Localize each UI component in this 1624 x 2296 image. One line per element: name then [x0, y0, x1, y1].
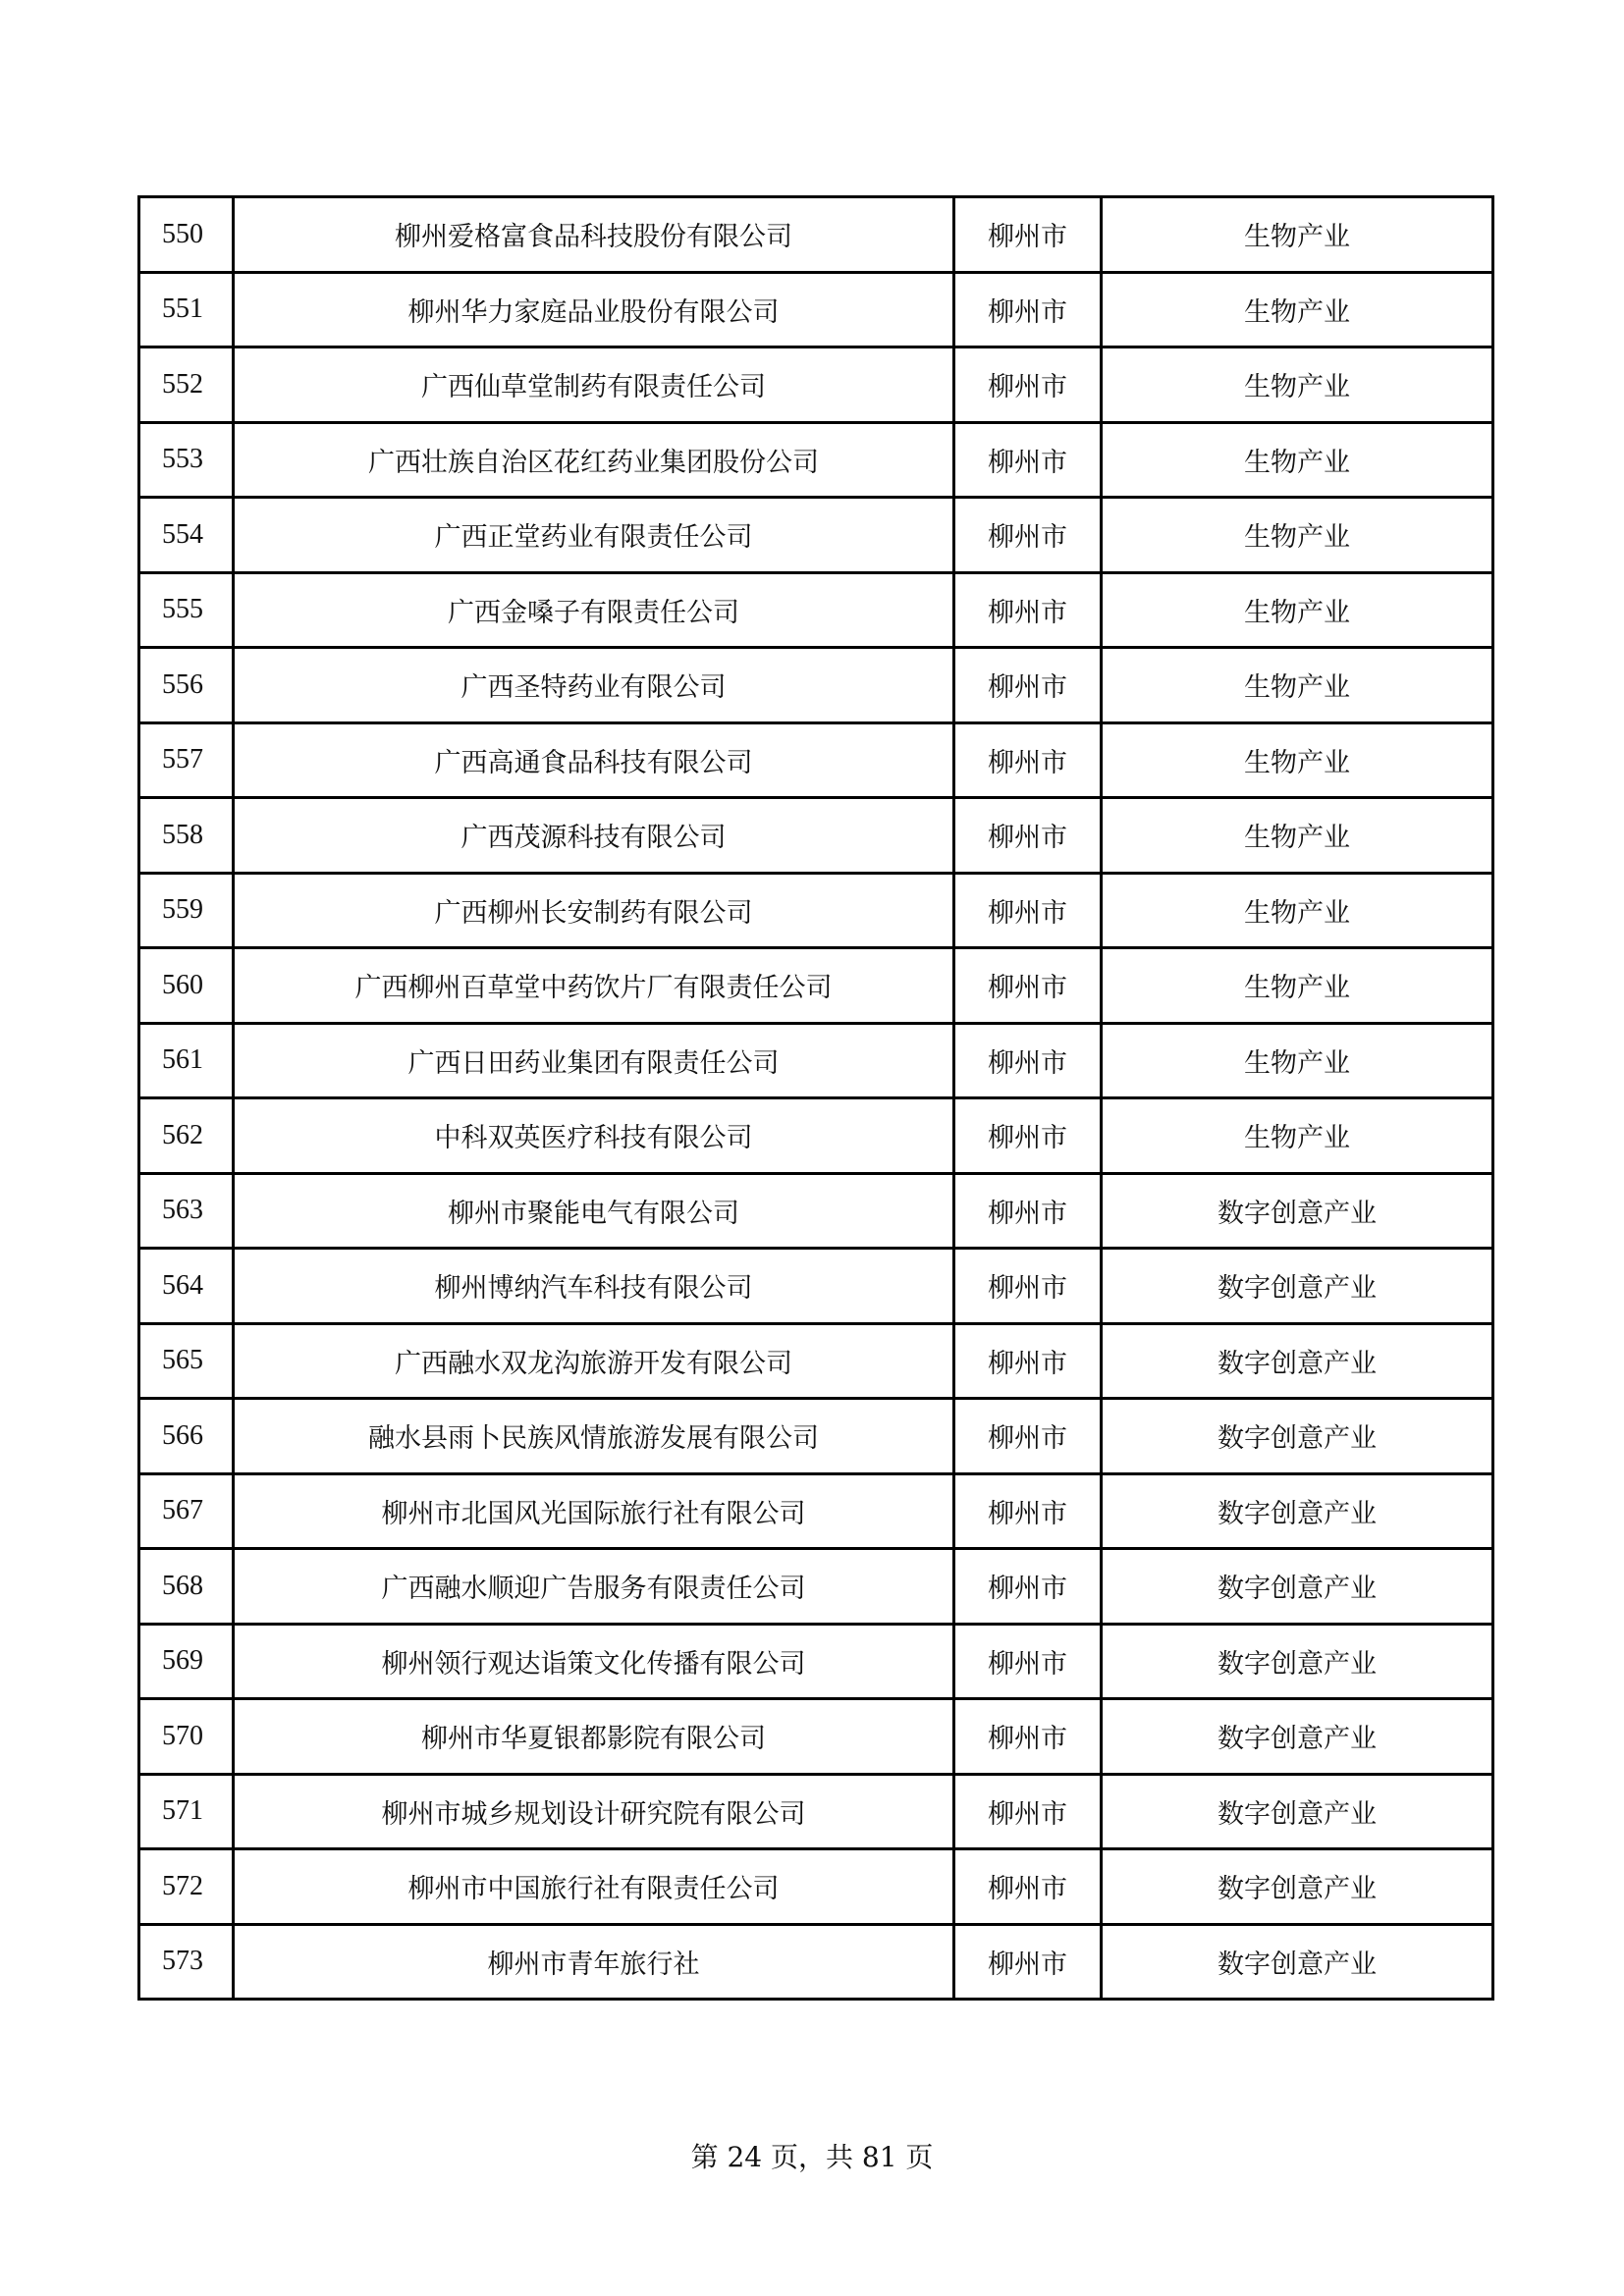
industry: 数字创意产业: [1102, 1473, 1493, 1549]
page-footer: 第 24 页，共 81 页: [690, 2141, 934, 2173]
company-name: 柳州领行观达诣策文化传播有限公司: [234, 1624, 954, 1699]
city: 柳州市: [954, 498, 1102, 573]
row-number: 571: [139, 1774, 234, 1849]
industry: 数字创意产业: [1102, 1849, 1493, 1925]
industry: 生物产业: [1102, 572, 1493, 648]
industry: 数字创意产业: [1102, 1624, 1493, 1699]
table-row: [139, 1473, 1493, 1549]
row-number: 556: [139, 648, 234, 723]
table-row: [139, 197, 1493, 273]
industry: 生物产业: [1102, 1098, 1493, 1174]
industry: 数字创意产业: [1102, 1323, 1493, 1399]
row-number: 570: [139, 1699, 234, 1775]
city: 柳州市: [954, 197, 1102, 273]
company-name: 广西茂源科技有限公司: [234, 798, 954, 874]
row-number: 553: [139, 422, 234, 498]
table-row: [139, 1098, 1493, 1174]
table-row: [139, 873, 1493, 948]
company-name: 柳州博纳汽车科技有限公司: [234, 1249, 954, 1324]
row-number: 567: [139, 1473, 234, 1549]
company-name: 广西金嗓子有限责任公司: [234, 572, 954, 648]
company-name: 中科双英医疗科技有限公司: [234, 1098, 954, 1174]
city: 柳州市: [954, 1699, 1102, 1775]
company-name: 广西柳州百草堂中药饮片厂有限责任公司: [234, 948, 954, 1024]
city: 柳州市: [954, 1849, 1102, 1925]
company-name: 柳州市北国风光国际旅行社有限公司: [234, 1473, 954, 1549]
city: 柳州市: [954, 648, 1102, 723]
company-name: 柳州市城乡规划设计研究院有限公司: [234, 1774, 954, 1849]
table-row: [139, 1849, 1493, 1925]
table-row: [139, 722, 1493, 798]
row-number: 573: [139, 1924, 234, 2000]
row-number: 569: [139, 1624, 234, 1699]
industry: 生物产业: [1102, 422, 1493, 498]
city: 柳州市: [954, 1549, 1102, 1625]
industry: 生物产业: [1102, 722, 1493, 798]
industry: 生物产业: [1102, 347, 1493, 423]
company-name: 融水县雨卜民族风情旅游发展有限公司: [234, 1399, 954, 1474]
industry: 生物产业: [1102, 197, 1493, 273]
city: 柳州市: [954, 1473, 1102, 1549]
industry: 数字创意产业: [1102, 1173, 1493, 1249]
row-number: 560: [139, 948, 234, 1024]
row-number: 557: [139, 722, 234, 798]
city: 柳州市: [954, 798, 1102, 874]
row-number: 551: [139, 272, 234, 347]
industry: 生物产业: [1102, 948, 1493, 1024]
city: 柳州市: [954, 422, 1102, 498]
industry: 生物产业: [1102, 1023, 1493, 1098]
row-number: 559: [139, 873, 234, 948]
company-name: 柳州市青年旅行社: [234, 1924, 954, 2000]
city: 柳州市: [954, 948, 1102, 1024]
city: 柳州市: [954, 1173, 1102, 1249]
city: 柳州市: [954, 272, 1102, 347]
city: 柳州市: [954, 1399, 1102, 1474]
table-row: [139, 1173, 1493, 1249]
table-row: [139, 1249, 1493, 1324]
table-row: [139, 798, 1493, 874]
city: 柳州市: [954, 572, 1102, 648]
row-number: 558: [139, 798, 234, 874]
industry: 生物产业: [1102, 648, 1493, 723]
city: 柳州市: [954, 873, 1102, 948]
industry: 生物产业: [1102, 498, 1493, 573]
industry: 数字创意产业: [1102, 1699, 1493, 1775]
table-row: [139, 948, 1493, 1024]
industry: 生物产业: [1102, 798, 1493, 874]
company-name: 柳州爱格富食品科技股份有限公司: [234, 197, 954, 273]
table-row: [139, 1023, 1493, 1098]
table-row: [139, 1624, 1493, 1699]
company-name: 柳州市聚能电气有限公司: [234, 1173, 954, 1249]
city: 柳州市: [954, 1323, 1102, 1399]
company-name: 柳州市华夏银都影院有限公司: [234, 1699, 954, 1775]
table-row: [139, 1399, 1493, 1474]
table-row: [139, 1323, 1493, 1399]
company-name: 广西日田药业集团有限责任公司: [234, 1023, 954, 1098]
table-row: [139, 1699, 1493, 1775]
row-number: 564: [139, 1249, 234, 1324]
table-row: [139, 422, 1493, 498]
city: 柳州市: [954, 1924, 1102, 2000]
company-name: 广西融水双龙沟旅游开发有限公司: [234, 1323, 954, 1399]
table-row: [139, 272, 1493, 347]
industry: 数字创意产业: [1102, 1774, 1493, 1849]
row-number: 550: [139, 197, 234, 273]
city: 柳州市: [954, 1098, 1102, 1174]
row-number: 572: [139, 1849, 234, 1925]
city: 柳州市: [954, 1774, 1102, 1849]
city: 柳州市: [954, 1023, 1102, 1098]
company-table: [137, 195, 1494, 2001]
row-number: 566: [139, 1399, 234, 1474]
row-number: 552: [139, 347, 234, 423]
industry: 生物产业: [1102, 272, 1493, 347]
company-name: 广西正堂药业有限责任公司: [234, 498, 954, 573]
industry: 数字创意产业: [1102, 1549, 1493, 1625]
company-name: 柳州市中国旅行社有限责任公司: [234, 1849, 954, 1925]
table-row: [139, 648, 1493, 723]
table-row: [139, 1774, 1493, 1849]
company-name: 广西壮族自治区花红药业集团股份公司: [234, 422, 954, 498]
row-number: 554: [139, 498, 234, 573]
company-name: 柳州华力家庭品业股份有限公司: [234, 272, 954, 347]
company-name: 广西融水顺迎广告服务有限责任公司: [234, 1549, 954, 1625]
row-number: 563: [139, 1173, 234, 1249]
industry: 数字创意产业: [1102, 1924, 1493, 2000]
industry: 数字创意产业: [1102, 1249, 1493, 1324]
row-number: 561: [139, 1023, 234, 1098]
industry: 数字创意产业: [1102, 1399, 1493, 1474]
industry: 生物产业: [1102, 873, 1493, 948]
table-row: [139, 347, 1493, 423]
city: 柳州市: [954, 722, 1102, 798]
company-name: 广西柳州长安制药有限公司: [234, 873, 954, 948]
table-row: [139, 572, 1493, 648]
company-name: 广西圣特药业有限公司: [234, 648, 954, 723]
table-row: [139, 1924, 1493, 2000]
row-number: 568: [139, 1549, 234, 1625]
table-row: [139, 1549, 1493, 1625]
row-number: 555: [139, 572, 234, 648]
city: 柳州市: [954, 1624, 1102, 1699]
row-number: 562: [139, 1098, 234, 1174]
city: 柳州市: [954, 347, 1102, 423]
row-number: 565: [139, 1323, 234, 1399]
company-name: 广西高通食品科技有限公司: [234, 722, 954, 798]
company-name: 广西仙草堂制药有限责任公司: [234, 347, 954, 423]
city: 柳州市: [954, 1249, 1102, 1324]
table-row: [139, 498, 1493, 573]
